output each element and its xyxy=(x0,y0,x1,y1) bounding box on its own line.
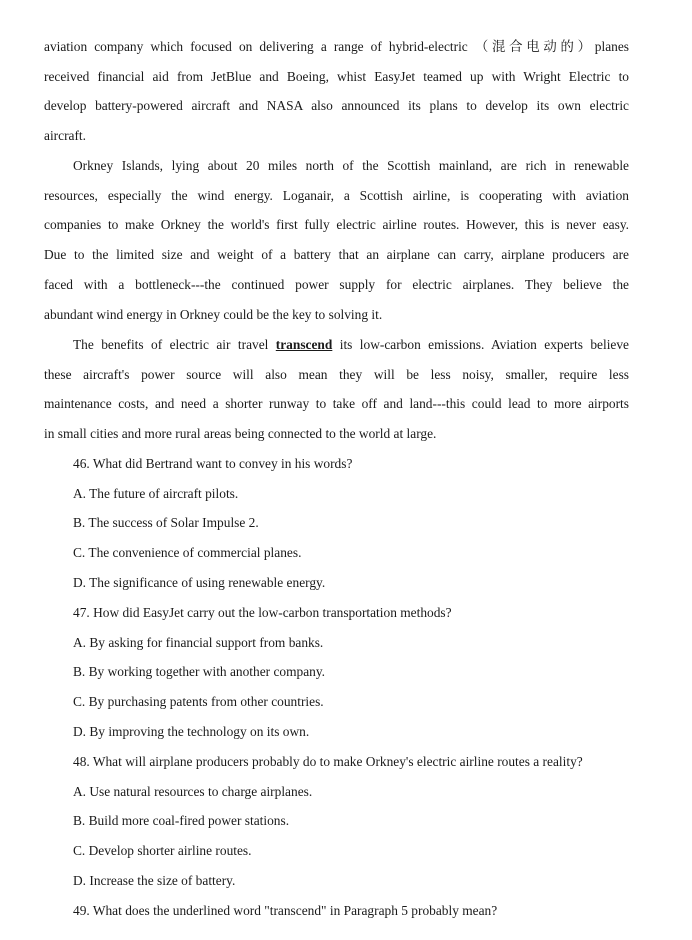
option: B. By working together with another company. xyxy=(73,664,326,679)
passage-line: faced with a bottleneck---the continued power supply for electric airplanes. They believe the xyxy=(44,277,629,292)
passage-line: abundant wind energy in Orkney could be the key to solving it. xyxy=(44,307,383,322)
text-run: its low-carbon emissions. Aviation experts believe xyxy=(332,337,629,352)
passage-line: received financial aid from JetBlue and Boeing, whist EasyJet teamed up with Wright Electric to xyxy=(44,69,629,84)
passage-line: Due to the limited size and weight of a battery that an airplane can carry, airplane producers are xyxy=(44,247,629,262)
question-stem: 49. What does the underlined word "transcend" in Paragraph 5 probably mean? xyxy=(73,903,498,918)
passage-line: aircraft. xyxy=(44,128,86,143)
question-stem: 46. What did Bertrand want to convey in his words? xyxy=(73,456,353,471)
option: A. Use natural resources to charge airplanes. xyxy=(73,784,313,799)
option: B. The success of Solar Impulse 2. xyxy=(73,515,259,530)
option: B. Build more coal-fired power stations. xyxy=(73,813,290,828)
passage-line: in small cities and more rural areas being connected to the world at large. xyxy=(44,426,437,441)
passage-line: develop battery-powered aircraft and NASA also announced its plans to develop its own electric xyxy=(44,98,629,113)
passage-line: companies to make Orkney the world's first fully electric airline routes. However, this is never easy. xyxy=(44,217,629,232)
passage-line: resources, especially the wind energy. Loganair, a Scottish airline, is cooperating with aviation xyxy=(44,188,629,203)
passage-line: these aircraft's power source will also mean they will be less noisy, smaller, require less xyxy=(44,367,629,382)
passage-line: Orkney Islands, lying about 20 miles north of the Scottish mainland, are rich in renewable xyxy=(73,158,629,173)
passage-line xyxy=(73,336,629,354)
text-run: The benefits of electric air travel xyxy=(73,337,276,352)
question-stem: 48. What will airplane producers probably do to make Orkney's electric airline routes a reality? xyxy=(73,754,583,769)
question-stem: 47. How did EasyJet carry out the low-carbon transportation methods? xyxy=(73,605,452,620)
passage-line: aviation company which focused on delivering a range of hybrid-electric （混合电动的）planes xyxy=(44,39,629,54)
option: C. Develop shorter airline routes. xyxy=(73,843,252,858)
option: A. The future of aircraft pilots. xyxy=(73,486,239,501)
passage-line: maintenance costs, and need a shorter runway to take off and land---this could lead to more airports xyxy=(44,396,629,411)
option: D. The significance of using renewable energy. xyxy=(73,575,326,590)
option: D. Increase the size of battery. xyxy=(73,873,236,888)
option: C. By purchasing patents from other countries. xyxy=(73,694,324,709)
option: A. By asking for financial support from banks. xyxy=(73,635,324,650)
underlined-word: transcend xyxy=(275,337,333,352)
option: C. The convenience of commercial planes. xyxy=(73,545,302,560)
option: D. By improving the technology on its own. xyxy=(73,724,310,739)
